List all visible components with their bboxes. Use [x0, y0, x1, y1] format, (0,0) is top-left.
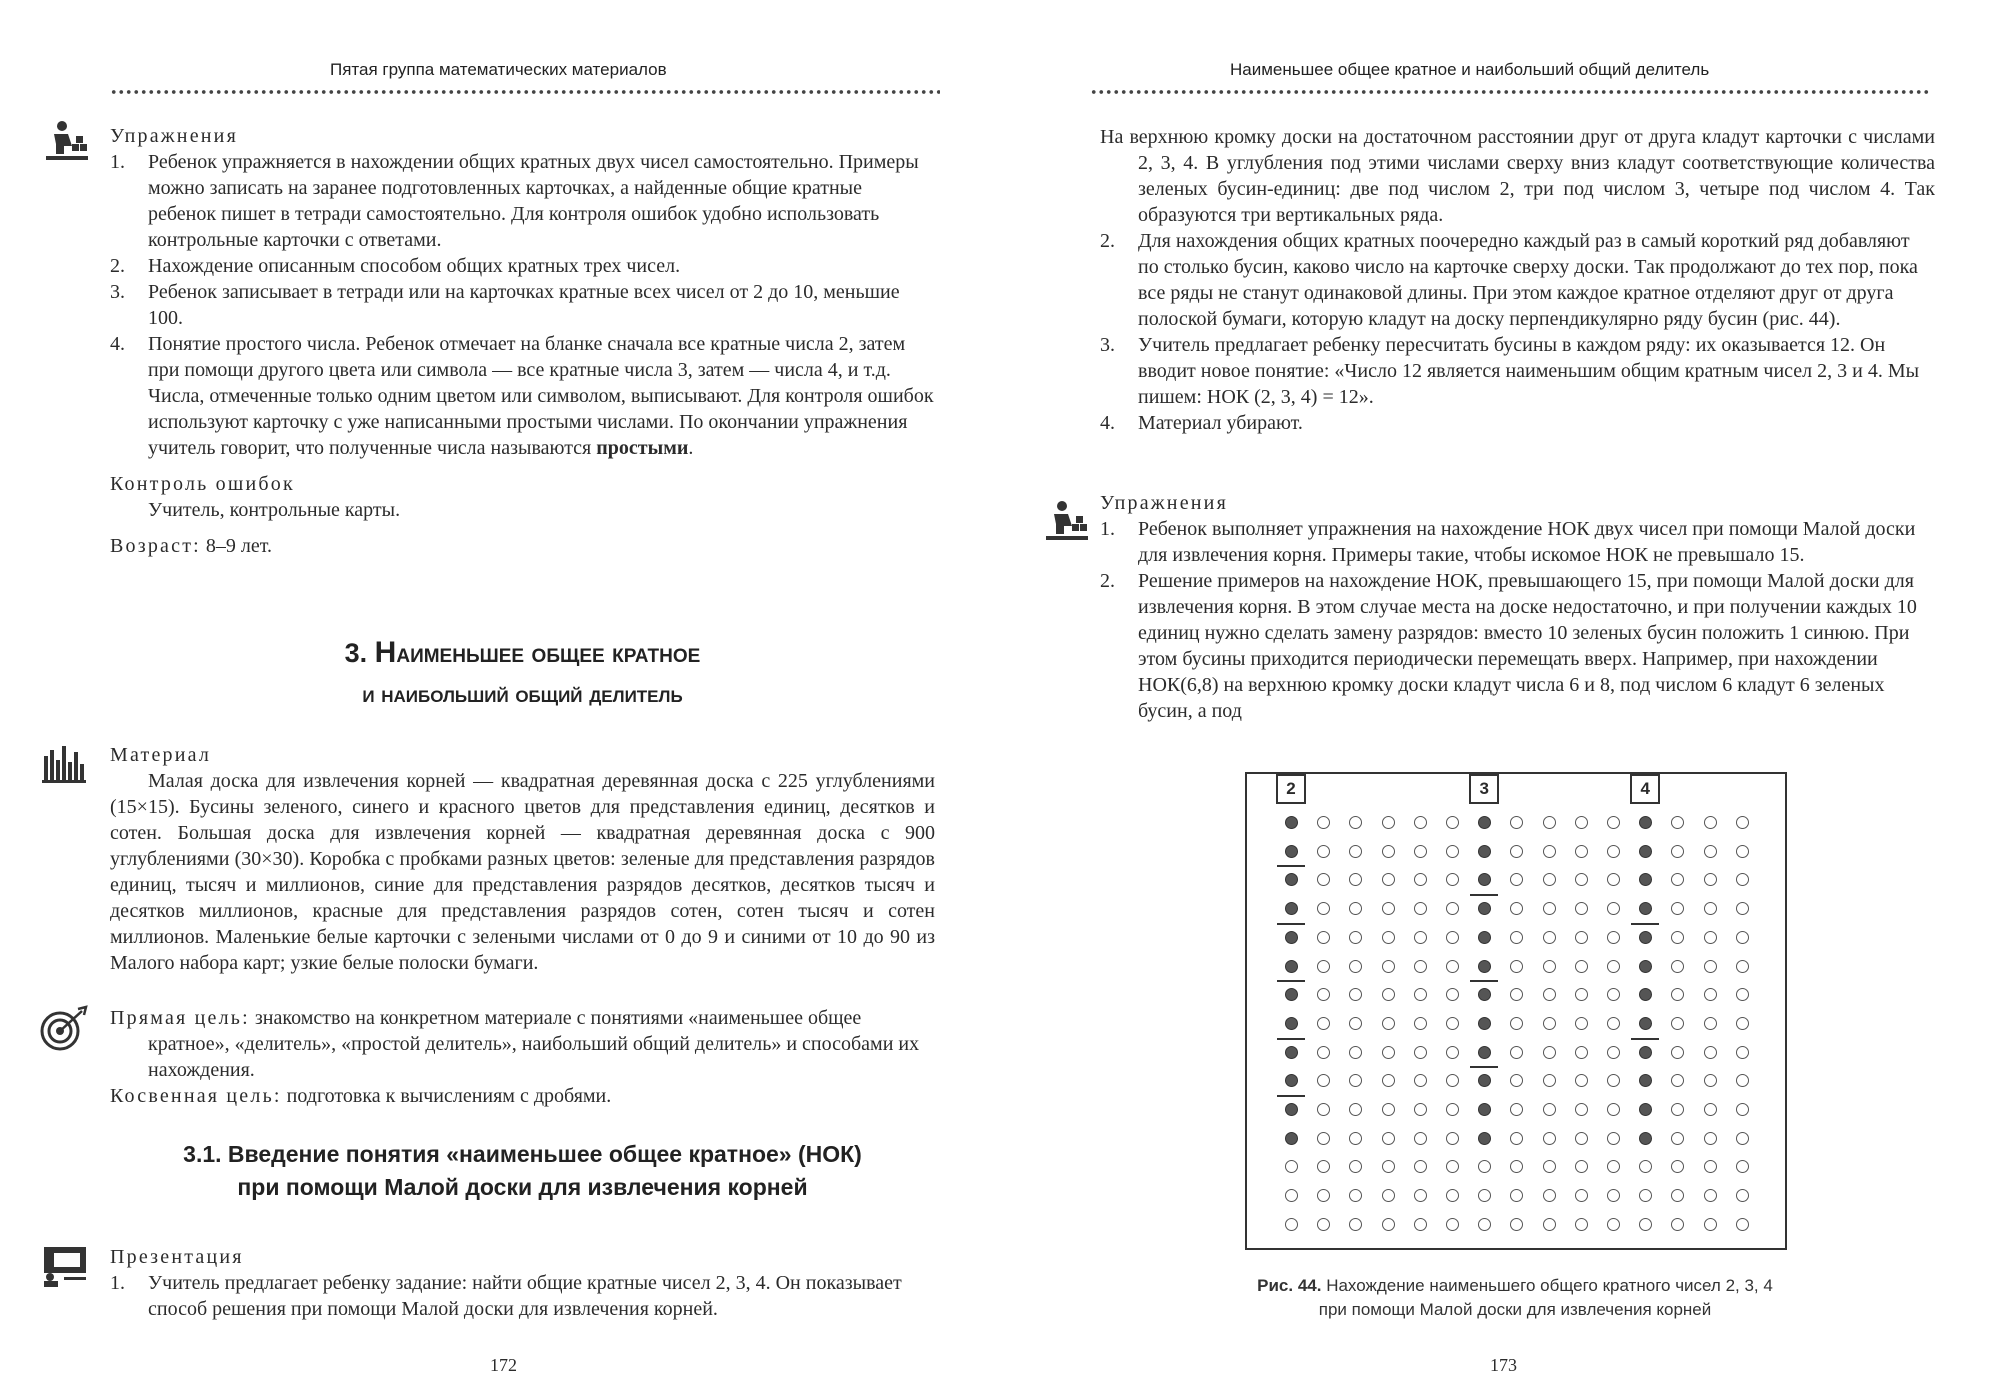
bead-hole	[1575, 816, 1588, 829]
bead-hole	[1575, 1074, 1588, 1087]
bead-hole	[1382, 1017, 1395, 1030]
bead-hole	[1349, 931, 1362, 944]
bead-hole	[1671, 1103, 1684, 1116]
bead-filled	[1285, 873, 1298, 886]
bead-filled	[1285, 816, 1298, 829]
bead-hole	[1704, 1160, 1717, 1173]
bead-hole	[1575, 873, 1588, 886]
bead-hole	[1349, 1017, 1362, 1030]
bead-hole	[1349, 816, 1362, 829]
bead-hole	[1543, 1132, 1556, 1145]
bead-hole	[1446, 1046, 1459, 1059]
bead-hole	[1543, 1160, 1556, 1173]
bead-hole	[1736, 1103, 1749, 1116]
bead-hole	[1575, 1189, 1588, 1202]
bead-hole	[1446, 1189, 1459, 1202]
bead-filled	[1478, 988, 1491, 1001]
bead-hole	[1736, 873, 1749, 886]
bead-hole	[1349, 902, 1362, 915]
bead-hole	[1414, 1160, 1427, 1173]
bead-hole	[1317, 845, 1330, 858]
teacher-board-icon	[40, 1245, 90, 1287]
bead-filled	[1285, 931, 1298, 944]
bead-hole	[1317, 1103, 1330, 1116]
bead-filled	[1478, 902, 1491, 915]
bead-hole	[1704, 902, 1717, 915]
bead-filled	[1285, 845, 1298, 858]
bead-hole	[1671, 988, 1684, 1001]
bead-hole	[1575, 1132, 1588, 1145]
aims-section	[110, 1005, 935, 1109]
bead-hole	[1671, 1046, 1684, 1059]
bead-filled	[1639, 960, 1652, 973]
bead-hole	[1543, 1074, 1556, 1087]
paper-strip	[1631, 1038, 1659, 1040]
bead-hole	[1414, 931, 1427, 944]
bead-hole	[1543, 1218, 1556, 1231]
bead-hole	[1414, 1074, 1427, 1087]
bead-hole	[1575, 1160, 1588, 1173]
bead-hole	[1607, 1017, 1620, 1030]
list-item: 4. Материал убирают.	[1100, 412, 1303, 434]
bead-hole	[1510, 1218, 1523, 1231]
bead-hole	[1607, 931, 1620, 944]
paper-strip	[1631, 923, 1659, 925]
bead-hole	[1510, 988, 1523, 1001]
bead-hole	[1575, 960, 1588, 973]
bead-board-figure	[1245, 772, 1787, 1250]
running-head: Пятая группа математических материалов	[330, 60, 667, 79]
bead-hole	[1671, 931, 1684, 944]
bead-hole	[1349, 845, 1362, 858]
bead-hole	[1543, 988, 1556, 1001]
bead-hole	[1543, 1103, 1556, 1116]
bead-hole	[1446, 1103, 1459, 1116]
bead-hole	[1736, 1160, 1749, 1173]
paper-strip	[1277, 923, 1305, 925]
page-number: 172	[490, 1355, 517, 1375]
running-head: Наименьшее общее кратное и наибольший общий делитель	[1230, 60, 1710, 79]
abacus-icon	[40, 742, 88, 784]
section-heading-line2: и наибольший общий делитель	[362, 681, 683, 708]
bead-hole	[1607, 1103, 1620, 1116]
bead-hole	[1704, 1218, 1717, 1231]
bead-hole	[1575, 1046, 1588, 1059]
bead-filled	[1478, 1017, 1491, 1030]
bead-hole	[1671, 1017, 1684, 1030]
bead-hole	[1736, 960, 1749, 973]
bead-hole	[1382, 1103, 1395, 1116]
bead-hole	[1704, 1017, 1717, 1030]
bead-hole	[1736, 902, 1749, 915]
bead-hole	[1704, 1103, 1717, 1116]
bead-hole	[1639, 1218, 1652, 1231]
list-item: 2. Нахождение описанным способом общих кратных трех чисел.	[110, 255, 681, 277]
bead-hole	[1446, 1074, 1459, 1087]
bead-hole	[1349, 960, 1362, 973]
number-card: 4	[1630, 774, 1660, 804]
bead-hole	[1671, 1218, 1684, 1231]
bead-hole	[1736, 1218, 1749, 1231]
list-item: 1. Ребенок выполняет упражнения на нахождение НОК двух чисел при помощи Малой доски для извлечения корня. Примеры такие, чтобы искомое НОК не превышало 15.	[1100, 518, 1916, 566]
bead-hole	[1543, 1046, 1556, 1059]
bead-hole	[1414, 988, 1427, 1001]
bead-hole	[1446, 1132, 1459, 1145]
list-item: 1. Ребенок упражняется в нахождении общих кратных двух чисел самостоятельно. Примеры можно записать на заранее подготовленных карточках, а найденные общие кратные ребенок пишет в тетради самостоятельно. Для контроля ошибок удобно использовать контрольные карточки с ответами.	[110, 151, 919, 251]
bead-hole	[1349, 1132, 1362, 1145]
bead-hole	[1671, 816, 1684, 829]
bead-hole	[1317, 1160, 1330, 1173]
bead-hole	[1317, 1074, 1330, 1087]
bead-hole	[1510, 873, 1523, 886]
material-text: Малая доска для извлечения корней — квадратная деревянная доска с 225 углублениями (15×15). Бусины зеленого, синего и красного цветов для представления единиц, десятков и сотен. Большая доска для извлечения корней — квадратная деревянная доска с 900 углублениями (30×30). Коробка с пробками разных цветов: зеленые для представления разрядов единиц, тысяч и миллионов, синие для представления разрядов десятков, десятков тысяч и десятков миллионов, красные для представления разрядов сотен, сотен тысяч и сотен миллионов. Маленькие белые карточки с зелеными числами от 0 до 9 и синими от 10 до 90 из Малого набора карт; узкие белые полоски бумаги.	[110, 770, 935, 974]
direct-aim: Прямая цель: знакомство на конкретном материале с понятиями «наименьшее общее кратное», «делитель», «простой делитель», наибольший общий делитель» и способами их нахождения.	[110, 1007, 920, 1081]
bead-filled	[1639, 902, 1652, 915]
bead-hole	[1382, 902, 1395, 915]
bead-hole	[1543, 873, 1556, 886]
bead-filled	[1285, 902, 1298, 915]
bead-hole	[1607, 988, 1620, 1001]
bead-hole	[1382, 845, 1395, 858]
bead-hole	[1285, 1218, 1298, 1231]
bead-hole	[1510, 845, 1523, 858]
bead-hole	[1543, 845, 1556, 858]
presentation-title: Презентация	[110, 1246, 244, 1268]
bead-hole	[1575, 1103, 1588, 1116]
number-card: 3	[1469, 774, 1499, 804]
bead-filled	[1285, 1074, 1298, 1087]
bead-hole	[1607, 816, 1620, 829]
bead-hole	[1446, 1160, 1459, 1173]
list-item: 2. Решение примеров на нахождение НОК, превышающего 15, при помощи Малой доски для извлечения корня. В этом случае места на доске недостаточно, и при получении каждых 10 единиц нужно сделать замену разрядов: вместо 10 зеленых бусин положить 1 синюю. При этом бусины приходится периодически перемещать вверх. Например, при нахождении НОК(6,8) на верхнюю кромку доски кладут числа 6 и 8, под числом 6 кладут 6 зеленых бусин, а под	[1100, 570, 1917, 722]
bead-hole	[1671, 1160, 1684, 1173]
target-icon	[38, 1005, 88, 1051]
bead-filled	[1639, 1132, 1652, 1145]
bead-hole	[1671, 960, 1684, 973]
paper-strip	[1277, 1095, 1305, 1097]
bead-hole	[1607, 1074, 1620, 1087]
bead-hole	[1510, 931, 1523, 944]
bead-hole	[1349, 1218, 1362, 1231]
bead-hole	[1736, 1132, 1749, 1145]
bead-hole	[1349, 1160, 1362, 1173]
bead-hole	[1285, 1189, 1298, 1202]
bead-hole	[1349, 1189, 1362, 1202]
child-at-blocks-icon	[1042, 500, 1090, 544]
bead-filled	[1478, 816, 1491, 829]
bead-hole	[1414, 1017, 1427, 1030]
material-label: Материал	[110, 744, 212, 766]
bead-hole	[1510, 1074, 1523, 1087]
bead-hole	[1414, 1103, 1427, 1116]
intro-paragraph: На верхнюю кромку доски на достаточном расстоянии друг от друга кладут карточки с числами 2, 3, 4. В углубления под этими числами сверху вниз кладут соответствующие количества зеленых бусин-единиц: две под числом 2, три под числом 3, четыре под числом 4. Так образуются три вертикальных ряда.	[1100, 126, 1935, 226]
bead-hole	[1607, 1132, 1620, 1145]
bead-filled	[1285, 1046, 1298, 1059]
bead-filled	[1639, 873, 1652, 886]
exercises-list	[110, 149, 935, 461]
bead-hole	[1478, 1189, 1491, 1202]
bead-filled	[1639, 931, 1652, 944]
bead-hole	[1607, 1218, 1620, 1231]
presentation-section	[110, 1244, 935, 1322]
bead-hole	[1349, 988, 1362, 1001]
bead-hole	[1414, 845, 1427, 858]
bead-hole	[1736, 1074, 1749, 1087]
bead-filled	[1478, 1132, 1491, 1145]
bead-hole	[1446, 1218, 1459, 1231]
bead-filled	[1639, 988, 1652, 1001]
bead-hole	[1671, 1074, 1684, 1087]
bead-hole	[1510, 960, 1523, 973]
bead-hole	[1382, 1160, 1395, 1173]
dotted-rule	[1090, 89, 1930, 95]
error-control-label: Контроль ошибок	[110, 473, 295, 495]
bead-hole	[1446, 988, 1459, 1001]
bead-hole	[1478, 1160, 1491, 1173]
bead-hole	[1382, 873, 1395, 886]
paper-strip	[1470, 894, 1498, 896]
paper-strip	[1470, 980, 1498, 982]
bead-filled	[1639, 1046, 1652, 1059]
bead-hole	[1414, 1132, 1427, 1145]
indirect-aim: Косвенная цель: подготовка к вычислениям с дробями.	[110, 1085, 612, 1107]
section-heading: 3. Наименьшее общее кратное	[344, 636, 701, 669]
bead-hole	[1704, 1132, 1717, 1145]
subsection-heading: 3.1. Введение понятия «наименьшее общее кратное» (НОК) при помощи Малой доски для извлечения корней	[183, 1141, 862, 1200]
bead-hole	[1446, 845, 1459, 858]
bead-hole	[1285, 1160, 1298, 1173]
bead-hole	[1736, 1046, 1749, 1059]
bead-hole	[1704, 988, 1717, 1001]
paper-strip	[1277, 865, 1305, 867]
steps-list	[1100, 228, 1935, 436]
number-card: 2	[1276, 774, 1306, 804]
bead-hole	[1446, 873, 1459, 886]
bead-hole	[1736, 845, 1749, 858]
bead-hole	[1510, 1046, 1523, 1059]
bead-hole	[1704, 1046, 1717, 1059]
bead-hole	[1736, 931, 1749, 944]
bead-filled	[1285, 960, 1298, 973]
figure-caption: Рис. 44. Нахождение наименьшего общего кратного чисел 2, 3, 4 при помощи Малой доски для извлечения корней	[1257, 1276, 1773, 1319]
bead-filled	[1639, 1017, 1652, 1030]
exercises-title: Упражнения	[1100, 492, 1228, 514]
bead-hole	[1575, 902, 1588, 915]
bead-hole	[1446, 1017, 1459, 1030]
bead-hole	[1543, 1017, 1556, 1030]
bead-hole	[1704, 845, 1717, 858]
bead-filled	[1478, 1074, 1491, 1087]
bead-hole	[1414, 1189, 1427, 1202]
right-page	[1000, 0, 2000, 1393]
bead-hole	[1382, 988, 1395, 1001]
list-item: 2. Для нахождения общих кратных поочередно каждый раз в самый короткий ряд добавляют по столько бусин, каково число на карточке сверху доски. Так продолжают до тех пор, пока все ряды не станут одинаковой длины. При этом каждое кратное отделяют друг от друга полоской бумаги, которую кладут на доску перпендикулярно ряду бусин (рис. 44).	[1100, 230, 1918, 330]
bead-filled	[1285, 1132, 1298, 1145]
bead-hole	[1704, 960, 1717, 973]
exercises-section	[110, 123, 935, 559]
bead-hole	[1382, 931, 1395, 944]
bead-filled	[1639, 1074, 1652, 1087]
dotted-rule	[110, 89, 940, 95]
bead-hole	[1414, 960, 1427, 973]
bead-hole	[1414, 1046, 1427, 1059]
bead-hole	[1704, 1189, 1717, 1202]
exercises-title: Упражнения	[110, 125, 238, 147]
bead-hole	[1510, 1189, 1523, 1202]
bead-hole	[1510, 816, 1523, 829]
bead-hole	[1317, 1132, 1330, 1145]
bead-hole	[1543, 931, 1556, 944]
bead-hole	[1317, 1046, 1330, 1059]
bead-hole	[1317, 1189, 1330, 1202]
bead-hole	[1704, 931, 1717, 944]
bead-filled	[1478, 1103, 1491, 1116]
bead-hole	[1317, 1218, 1330, 1231]
bead-hole	[1382, 960, 1395, 973]
bead-hole	[1317, 873, 1330, 886]
bead-hole	[1510, 902, 1523, 915]
bead-hole	[1704, 816, 1717, 829]
bead-hole	[1607, 845, 1620, 858]
bead-hole	[1639, 1160, 1652, 1173]
bead-hole	[1607, 1160, 1620, 1173]
bead-hole	[1478, 1218, 1491, 1231]
bead-hole	[1317, 902, 1330, 915]
bead-hole	[1414, 816, 1427, 829]
list-item: 1. Учитель предлагает ребенку задание: найти общие кратные чисел 2, 3, 4. Он показывает способ решения при помощи Малой доски для извлечения корней.	[110, 1272, 902, 1320]
bead-hole	[1575, 931, 1588, 944]
bead-hole	[1349, 1103, 1362, 1116]
bead-hole	[1510, 1017, 1523, 1030]
bead-hole	[1317, 931, 1330, 944]
material-section	[110, 742, 935, 976]
bead-hole	[1382, 1218, 1395, 1231]
presentation-list	[110, 1270, 935, 1322]
bead-hole	[1446, 960, 1459, 973]
bead-hole	[1543, 1189, 1556, 1202]
bead-hole	[1446, 931, 1459, 944]
bead-hole	[1671, 845, 1684, 858]
bead-hole	[1317, 988, 1330, 1001]
bead-hole	[1575, 988, 1588, 1001]
exercises-section	[1100, 490, 1935, 724]
list-item: 4. Понятие простого числа. Ребенок отмечает на бланке сначала все кратные числа 2, затем при помощи другого цвета или символа — все кратные числа 3, затем — числа 4, и т.д. Числа, отмеченные только одним цветом или символом, выписывают. Для контроля ошибок используют карточку с уже написанными простыми числами. По окончании упражнения учитель говорит, что полученные числа называются простыми.	[110, 333, 934, 459]
bead-hole	[1349, 1074, 1362, 1087]
bead-filled	[1639, 845, 1652, 858]
bead-hole	[1607, 960, 1620, 973]
bead-hole	[1414, 902, 1427, 915]
child-at-blocks-icon	[42, 120, 90, 164]
paper-strip	[1277, 980, 1305, 982]
bead-filled	[1285, 988, 1298, 1001]
bead-hole	[1382, 816, 1395, 829]
bead-hole	[1671, 902, 1684, 915]
bead-filled	[1285, 1103, 1298, 1116]
bead-hole	[1414, 1218, 1427, 1231]
bead-hole	[1543, 960, 1556, 973]
bead-hole	[1317, 1017, 1330, 1030]
bead-hole	[1607, 1046, 1620, 1059]
bead-filled	[1478, 873, 1491, 886]
bead-hole	[1446, 816, 1459, 829]
bead-filled	[1478, 1046, 1491, 1059]
bead-hole	[1349, 873, 1362, 886]
bead-hole	[1704, 873, 1717, 886]
bead-hole	[1575, 845, 1588, 858]
page-number: 173	[1490, 1355, 1517, 1375]
bead-hole	[1639, 1189, 1652, 1202]
bead-hole	[1349, 1046, 1362, 1059]
error-control-text: Учитель, контрольные карты.	[148, 499, 401, 521]
bead-hole	[1607, 902, 1620, 915]
bead-hole	[1671, 1189, 1684, 1202]
bead-hole	[1414, 873, 1427, 886]
bead-hole	[1736, 1189, 1749, 1202]
exercises-list	[1100, 516, 1935, 724]
bead-hole	[1575, 1017, 1588, 1030]
bead-hole	[1382, 1074, 1395, 1087]
bead-hole	[1382, 1132, 1395, 1145]
list-item: 3. Учитель предлагает ребенку пересчитать бусины в каждом ряду: их оказывается 12. Он вводит новое понятие: «Число 12 является наименьшим общим кратным чисел 2, 3 и 4. Мы пишем: НОК (2, 3, 4) = 12».	[1100, 334, 1920, 408]
bead-filled	[1478, 845, 1491, 858]
bead-hole	[1704, 1074, 1717, 1087]
bead-hole	[1671, 873, 1684, 886]
bead-hole	[1607, 1189, 1620, 1202]
age-line: Возраст: 8–9 лет.	[110, 535, 272, 557]
bead-filled	[1478, 931, 1491, 944]
bead-hole	[1575, 1218, 1588, 1231]
paper-strip	[1470, 1066, 1498, 1068]
bead-filled	[1285, 1017, 1298, 1030]
bead-hole	[1671, 1132, 1684, 1145]
bead-filled	[1478, 960, 1491, 973]
bead-hole	[1543, 816, 1556, 829]
bead-hole	[1510, 1132, 1523, 1145]
bead-filled	[1639, 816, 1652, 829]
bead-hole	[1382, 1046, 1395, 1059]
presentation-continued	[1100, 124, 1935, 436]
bead-hole	[1382, 1189, 1395, 1202]
bead-hole	[1317, 816, 1330, 829]
bead-hole	[1510, 1103, 1523, 1116]
bead-filled	[1639, 1103, 1652, 1116]
bead-hole	[1736, 1017, 1749, 1030]
bead-hole	[1543, 902, 1556, 915]
paper-strip	[1277, 1038, 1305, 1040]
bead-hole	[1446, 902, 1459, 915]
list-item: 3. Ребенок записывает в тетради или на карточках кратные всех чисел от 2 до 10, меньшие 100.	[110, 281, 900, 329]
bead-hole	[1736, 816, 1749, 829]
bead-hole	[1736, 988, 1749, 1001]
bead-hole	[1510, 1160, 1523, 1173]
bead-hole	[1317, 960, 1330, 973]
bead-hole	[1607, 873, 1620, 886]
